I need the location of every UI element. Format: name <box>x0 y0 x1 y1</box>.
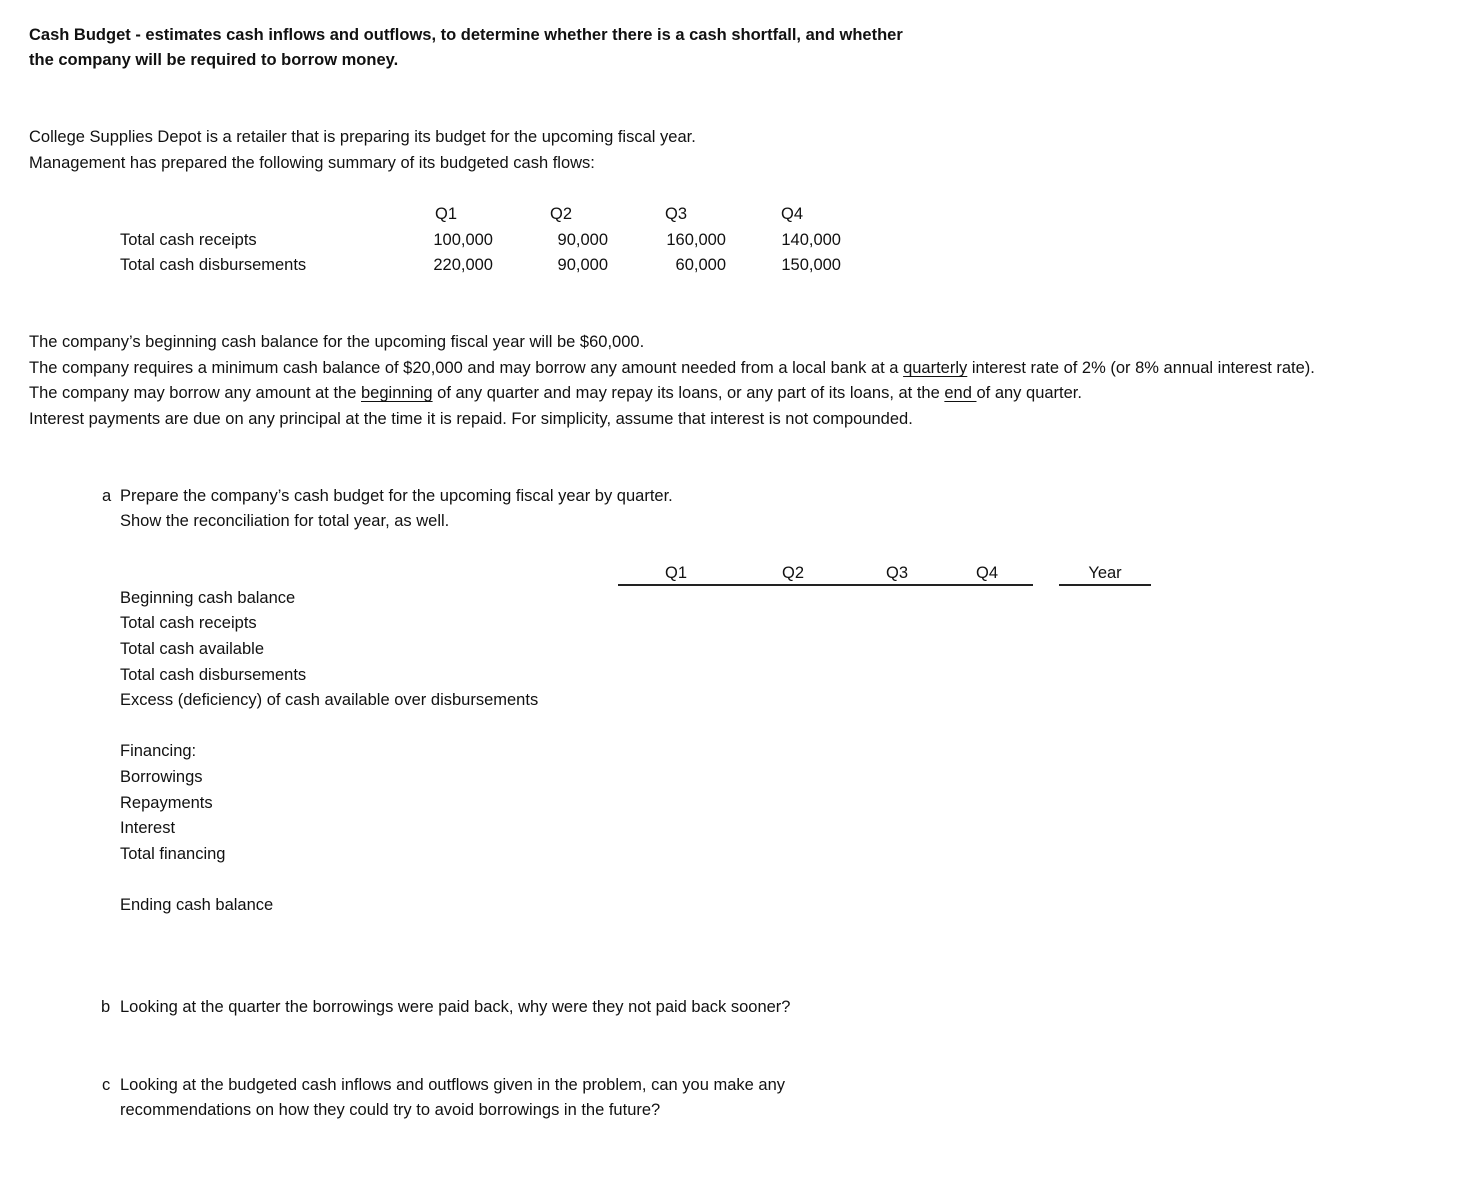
summary-header-q4: Q4 <box>780 205 803 223</box>
underlined-term-beginning: beginning <box>361 384 433 402</box>
summary-cell: 140,000 <box>781 231 841 249</box>
summary-header-q3: Q3 <box>664 205 687 223</box>
title-line-2: the company will be required to borrow money. <box>29 51 399 69</box>
part-c-line-2: recommendations on how they could try to avoid borrowings in the future? <box>120 1101 661 1119</box>
part-b-letter: b <box>101 998 111 1016</box>
part-c-line-1: Looking at the budgeted cash inflows and outflows given in the problem, can you make any <box>120 1076 786 1094</box>
summary-cell: 220,000 <box>433 256 493 274</box>
intro-line-1: College Supplies Depot is a retailer that is preparing its budget for the upcoming fiscal year. <box>29 128 696 146</box>
row-excess-deficiency: Excess (deficiency) of cash available over disbursements <box>120 691 539 709</box>
summary-row-label: Total cash receipts <box>120 231 257 249</box>
summary-header-q2: Q2 <box>549 205 572 223</box>
summary-cell: 160,000 <box>666 231 726 249</box>
text-segment: interest rate of 2% (or 8% annual interest rate). <box>967 359 1315 377</box>
title-line-1: Cash Budget - estimates cash inflows and outflows, to determine whether there is a cash shortfall, and whether <box>29 26 903 44</box>
row-total-financing: Total financing <box>120 845 226 863</box>
summary-cell: 90,000 <box>557 231 608 249</box>
part-b-question: Looking at the quarter the borrowings were paid back, why were they not paid back sooner? <box>120 998 791 1016</box>
row-borrowings: Borrowings <box>120 768 203 786</box>
budget-header-q2: Q2 <box>781 564 804 582</box>
row-ending-cash-balance: Ending cash balance <box>120 896 274 914</box>
summary-cell: 60,000 <box>675 256 726 274</box>
summary-header-q1: Q1 <box>434 205 457 223</box>
budget-header-year: Year <box>1088 564 1122 582</box>
year-underline <box>1059 584 1151 586</box>
row-repayments: Repayments <box>120 794 213 812</box>
row-total-cash-disbursements: Total cash disbursements <box>120 666 307 684</box>
text-segment: of any quarter. <box>976 384 1082 402</box>
part-a-line-1: Prepare the company’s cash budget for the upcoming fiscal year by quarter. <box>120 487 673 505</box>
quarters-underline <box>618 584 1033 586</box>
row-interest: Interest <box>120 819 176 837</box>
text-segment: The company may borrow any amount at the <box>29 384 361 402</box>
row-total-cash-available: Total cash available <box>120 640 265 658</box>
budget-header-q1: Q1 <box>664 564 687 582</box>
conditions-line-3 <box>29 383 1082 403</box>
row-total-cash-receipts: Total cash receipts <box>120 614 257 632</box>
conditions-line-4: Interest payments are due on any principal at the time it is repaid. For simplicity, assume that interest is not compounded. <box>29 410 913 428</box>
text-segment: of any quarter and may repay its loans, or any part of its loans, at the <box>432 384 945 402</box>
part-c-letter: c <box>102 1076 111 1094</box>
underlined-term-quarterly: quarterly <box>903 359 968 377</box>
underlined-term-end: end <box>944 384 977 402</box>
summary-cell: 90,000 <box>557 256 608 274</box>
row-financing-heading: Financing: <box>120 742 197 760</box>
budget-header-q3: Q3 <box>885 564 908 582</box>
text-segment: The company requires a minimum cash balance of $20,000 and may borrow any amount needed from a local bank at a <box>29 359 904 377</box>
intro-line-2: Management has prepared the following summary of its budgeted cash flows: <box>29 154 595 172</box>
row-beginning-cash-balance: Beginning cash balance <box>120 589 296 607</box>
summary-row-label: Total cash disbursements <box>120 256 307 274</box>
conditions-line-2 <box>29 358 1315 378</box>
summary-cell: 100,000 <box>433 231 493 249</box>
conditions-line-1: The company’s beginning cash balance for the upcoming fiscal year will be $60,000. <box>29 333 645 351</box>
budget-header-q4: Q4 <box>975 564 998 582</box>
part-a-letter: a <box>102 487 112 505</box>
summary-cell: 150,000 <box>781 256 841 274</box>
part-a-line-2: Show the reconciliation for total year, as well. <box>120 512 450 530</box>
